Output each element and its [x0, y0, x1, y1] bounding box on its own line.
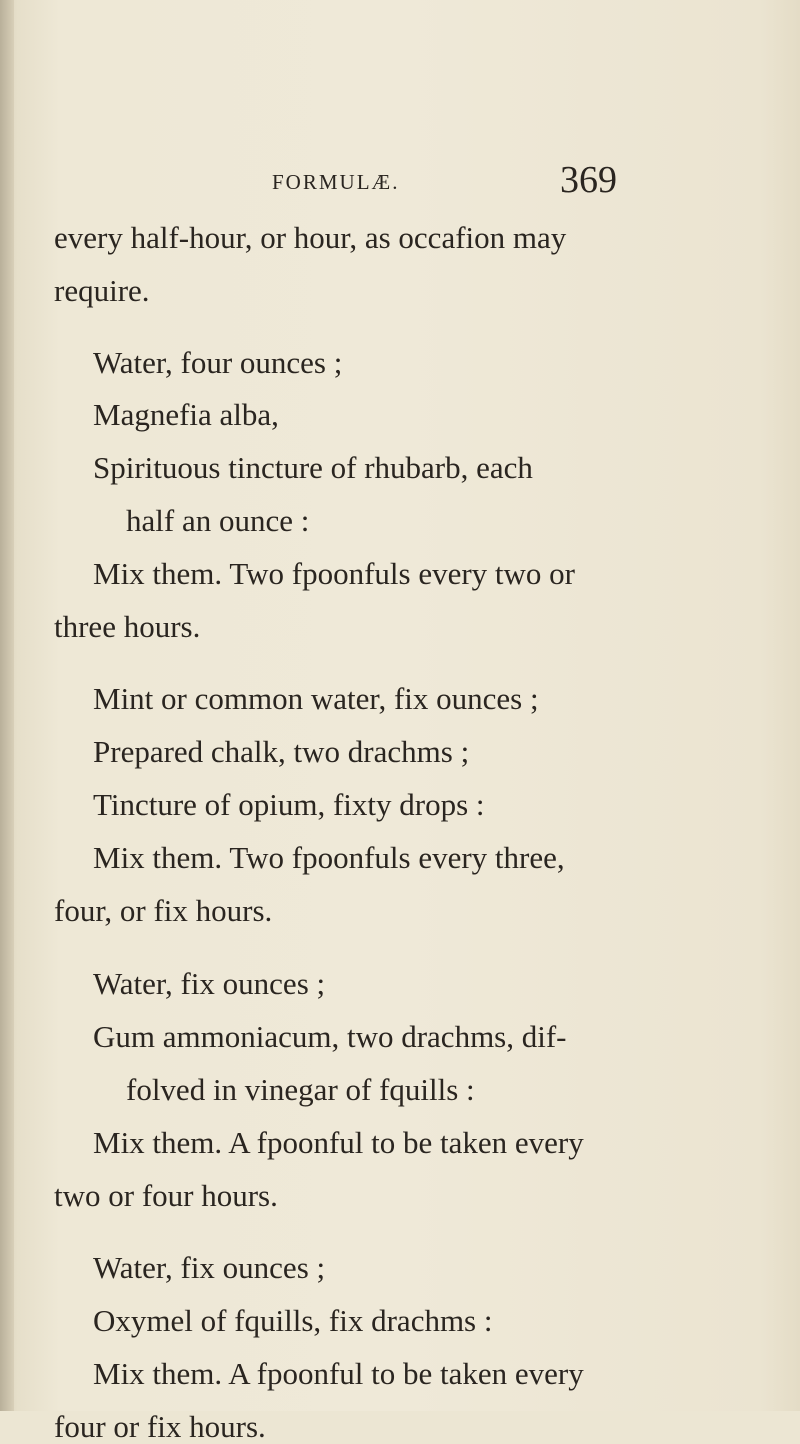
text-line: Mix them. A fpoonful to be taken every — [93, 1356, 584, 1391]
text-line: Mix them. A fpoonful to be taken every — [93, 1125, 584, 1160]
text-line: Water, fix ounces ; — [93, 966, 326, 1001]
text-line: Gum ammoniacum, two drachms, dif- — [93, 1019, 567, 1054]
running-head: FORMULÆ. — [272, 170, 400, 194]
text-line: Prepared chalk, two drachms ; — [93, 734, 470, 769]
page-number: 369 — [560, 159, 617, 201]
text-line: every half-hour, or hour, as occafion may — [54, 220, 567, 255]
page-gutter — [0, 0, 14, 1411]
text-line: Oxymel of fquills, fix drachms : — [93, 1303, 493, 1338]
text-line: Mix them. Two fpoonfuls every two or — [93, 556, 575, 591]
text-line: Water, fix ounces ; — [93, 1250, 326, 1285]
text-line: Tincture of opium, fixty drops : — [93, 787, 485, 822]
text-line: Magnefia alba, — [93, 397, 279, 432]
text-line: Spirituous tincture of rhubarb, each — [93, 450, 533, 485]
text-line: four or fix hours. — [54, 1409, 266, 1444]
text-line: two or four hours. — [54, 1178, 278, 1213]
text-line: require. — [54, 273, 150, 308]
text-line: half an ounce : — [126, 503, 310, 538]
page-header — [0, 150, 800, 200]
text-line: Water, four ounces ; — [93, 345, 343, 380]
text-line: Mint or common water, fix ounces ; — [93, 681, 539, 716]
text-line: three hours. — [54, 609, 201, 644]
text-line: four, or fix hours. — [54, 893, 273, 928]
text-line: folved in vinegar of fquills : — [126, 1072, 475, 1107]
text-line: Mix them. Two fpoonfuls every three, — [93, 840, 565, 875]
